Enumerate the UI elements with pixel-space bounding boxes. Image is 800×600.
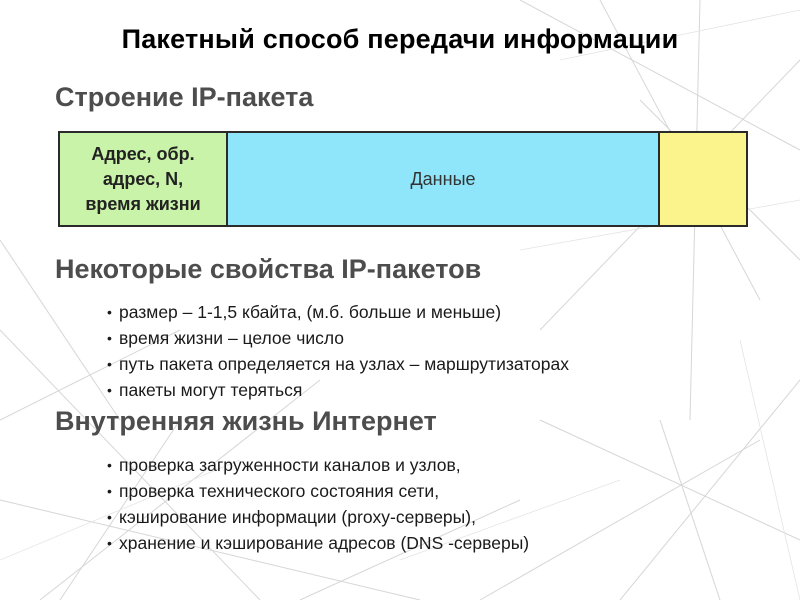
list-item: • хранение и кэширование адресов (DNS -серверы) (107, 530, 529, 556)
section-heading-packet-structure: Строение IP-пакета (55, 82, 314, 112)
bullet-icon: • (107, 382, 112, 398)
bullet-icon: • (107, 457, 112, 473)
list-item: • кэширование информации (proxy-серверы), (107, 504, 529, 530)
packet-header-line: адрес, N, (102, 168, 184, 189)
bullet-icon: • (107, 509, 112, 525)
section-heading-packet-properties: Некоторые свойства IP-пакетов (55, 254, 482, 284)
list-item: • путь пакета определяется на узлах – маршрутизаторах (107, 351, 569, 377)
packet-properties-list (107, 299, 569, 403)
bullet-icon: • (107, 356, 112, 372)
list-item: • проверка технического состояния сети, (107, 478, 529, 504)
packet-data-cell (226, 131, 660, 227)
packet-data-label: Данные (410, 168, 476, 189)
bullet-icon: • (107, 304, 112, 320)
list-item: • проверка загруженности каналов и узлов, (107, 452, 529, 478)
list-item: • размер – 1-1,5 кбайта, (м.б. больше и меньше) (107, 299, 569, 325)
packet-header-cell (58, 131, 228, 227)
bullet-icon: • (107, 535, 112, 551)
packet-header-line: Адрес, обр. (91, 143, 195, 164)
internet-internal-life-list (107, 452, 529, 556)
slide-title: Пакетный способ передачи информации (121, 24, 679, 54)
bullet-icon: • (107, 483, 112, 499)
list-item: • время жизни – целое число (107, 325, 569, 351)
bullet-icon: • (107, 330, 112, 346)
ip-packet-diagram (58, 131, 748, 227)
section-heading-internet-internal-life: Внутренняя жизнь Интернет (55, 406, 437, 436)
packet-header-line: время жизни (85, 193, 201, 214)
list-item: • пакеты могут теряться (107, 377, 569, 403)
packet-tail-cell (658, 131, 748, 227)
